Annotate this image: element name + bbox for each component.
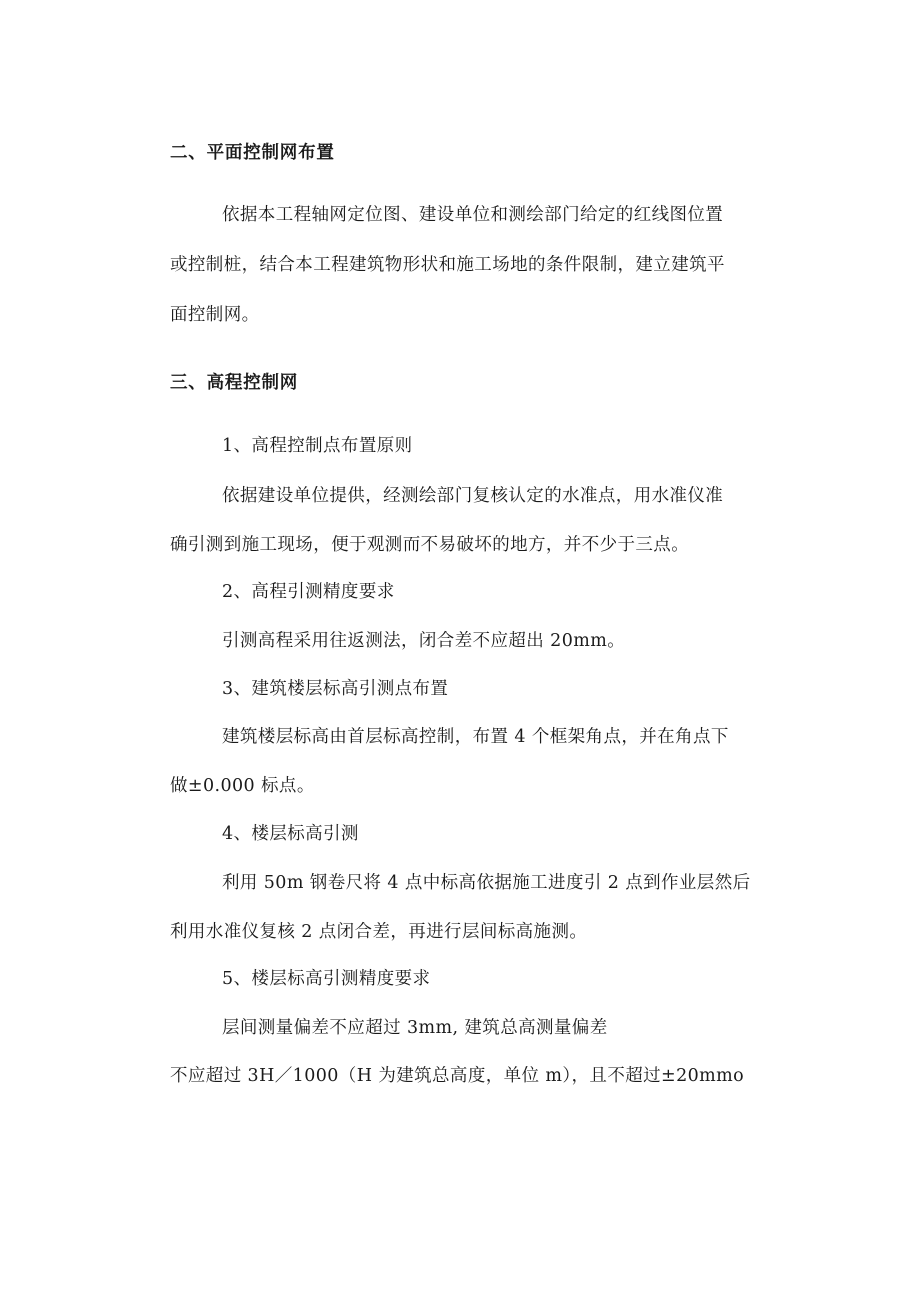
section-3-heading: 三、高程控制网 (170, 373, 299, 393)
section-2-paragraph-line-1: 依据本工程轴网定位图、建设单位和测绘部门给定的红线图位置 (222, 205, 724, 225)
section-2-heading: 二、平面控制网布置 (170, 143, 335, 163)
item-5-line-1: 层间测量偏差不应超过 3mm, 建筑总高测量偏差 (222, 1018, 608, 1038)
item-4-line-1: 利用 50m 钢卷尺将 4 点中标高依据施工进度引 2 点到作业层然后 (222, 873, 751, 893)
item-3-line-1: 建筑楼层标高由首层标高控制，布置 4 个框架角点，并在角点下 (222, 727, 729, 747)
item-4-title: 4、楼层标高引测 (222, 824, 359, 844)
item-3-title: 3、建筑楼层标高引测点布置 (222, 679, 449, 699)
item-3-line-2: 做±0.000 标点。 (170, 776, 315, 796)
section-2-paragraph-line-3: 面控制网。 (170, 305, 260, 325)
item-5-line-2: 不应超过 3H／1000（H 为建筑总高度，单位 m），且不超过±20mmo (170, 1066, 745, 1086)
item-1-line-2: 确引测到施工现场，便于观测而不易破坏的地方，并不少于三点。 (170, 535, 690, 555)
item-1-line-1: 依据建设单位提供，经测绘部门复核认定的水准点，用水准仪准 (222, 486, 724, 506)
item-2-title: 2、高程引测精度要求 (222, 582, 395, 602)
section-2-paragraph-line-2: 或控制桩，结合本工程建筑物形状和施工场地的条件限制，建立建筑平 (170, 255, 725, 275)
item-4-line-2: 利用水准仪复核 2 点闭合差，再进行层间标高施测。 (170, 922, 588, 942)
item-1-title: 1、高程控制点布置原则 (222, 436, 413, 456)
item-5-title: 5、楼层标高引测精度要求 (222, 969, 431, 989)
item-2-line-1: 引测高程采用往返测法，闭合差不应超出 20mm。 (222, 631, 626, 651)
